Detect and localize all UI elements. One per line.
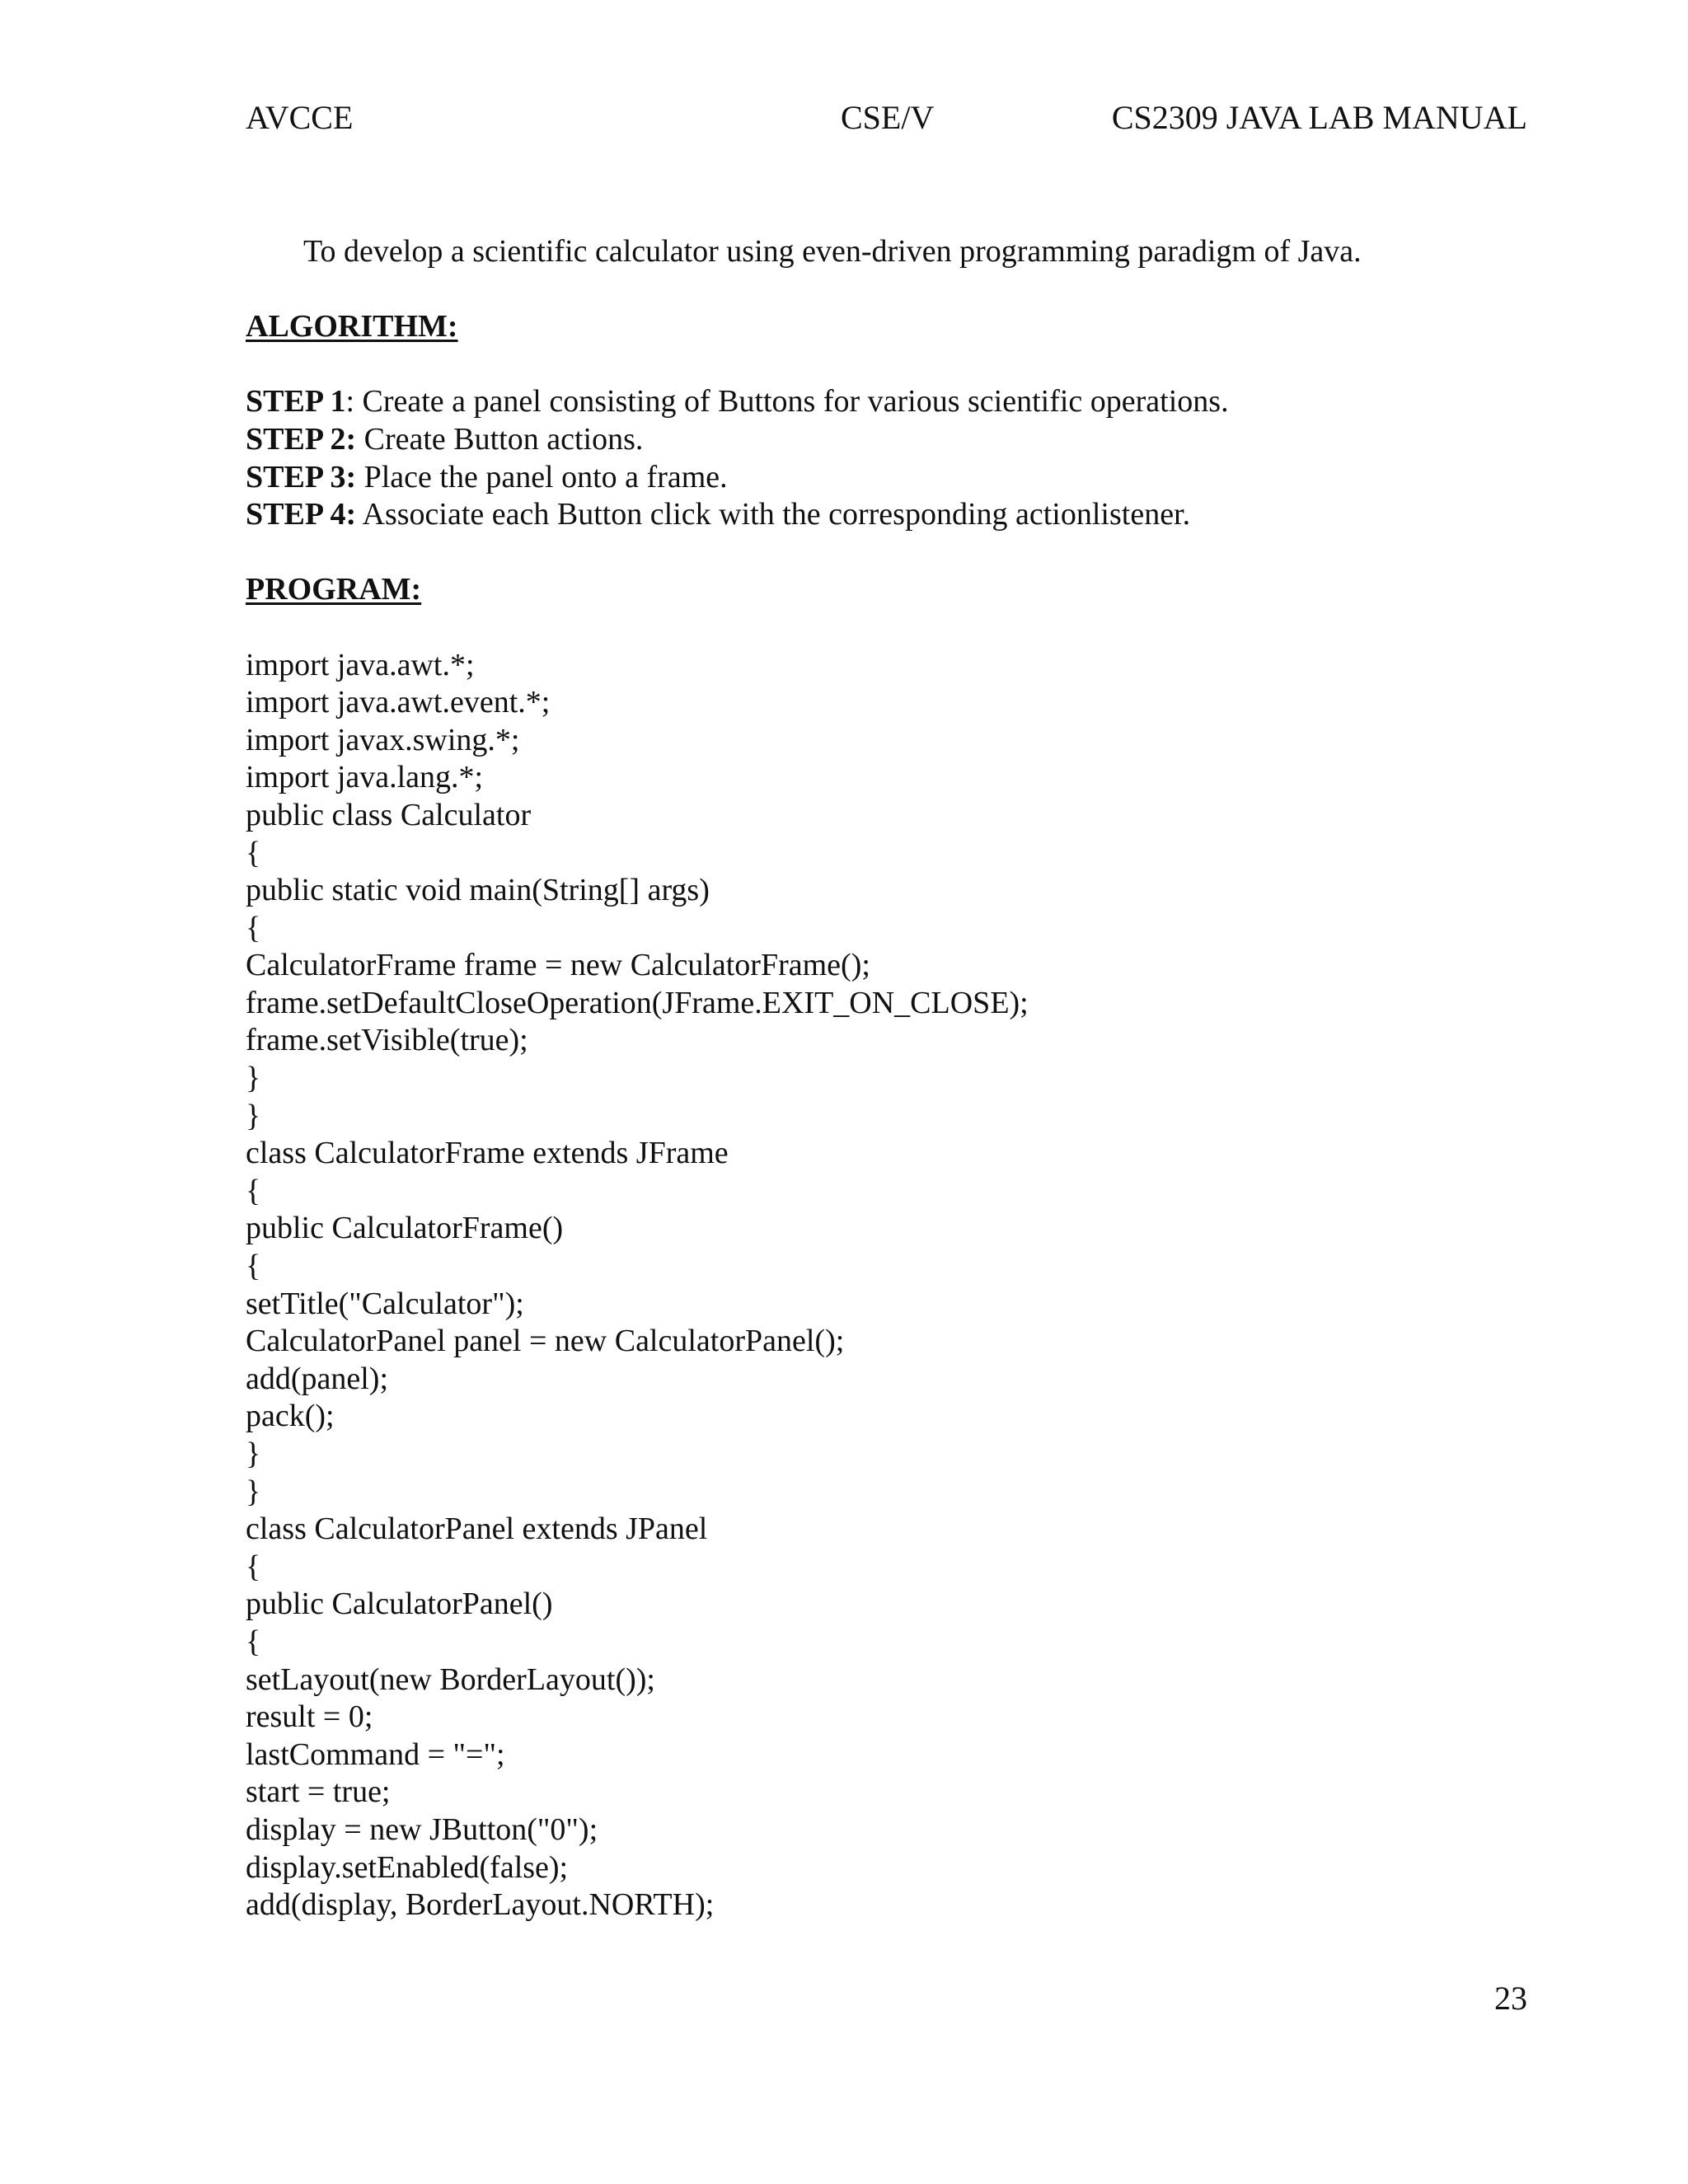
page-content: [246, 233, 1531, 1924]
program-heading: PROGRAM:: [246, 572, 422, 607]
code-line: {: [246, 1549, 261, 1584]
aim-text: To develop a scientific calculator using even-driven programming paradigm of Java.: [303, 234, 1362, 269]
code-line: public static void main(String[] args): [246, 873, 710, 908]
page-header: [0, 97, 1688, 138]
code-line: display.setEnabled(false);: [246, 1849, 569, 1885]
algorithm-steps: [246, 383, 1531, 533]
code-line: {: [246, 910, 261, 945]
code-line: {: [246, 1249, 261, 1284]
code-line: frame.setDefaultCloseOperation(JFrame.EXIT_ON_CLOSE);: [246, 985, 1029, 1020]
code-line: frame.setVisible(true);: [246, 1023, 528, 1058]
step-text: Place the panel onto a frame.: [356, 459, 728, 494]
algorithm-heading: ALGORITHM:: [246, 309, 458, 344]
step-label: STEP 4:: [246, 497, 357, 532]
step-text: Create Button actions.: [356, 421, 644, 457]
code-line: display = new JButton("0");: [246, 1811, 598, 1847]
code-line: }: [246, 1436, 261, 1471]
code-line: {: [246, 1173, 261, 1208]
code-line: import java.lang.*;: [246, 760, 484, 795]
code-line: add(panel);: [246, 1361, 389, 1396]
code-line: add(display, BorderLayout.NORTH);: [246, 1887, 715, 1923]
code-line: setTitle("Calculator");: [246, 1286, 524, 1321]
header-department: CSE/V: [841, 99, 935, 136]
code-line: import javax.swing.*;: [246, 722, 520, 757]
code-line: import java.awt.event.*;: [246, 685, 551, 720]
code-line: {: [246, 835, 261, 870]
code-line: class CalculatorFrame extends JFrame: [246, 1136, 729, 1171]
algorithm-step: [246, 496, 1531, 534]
algorithm-step: [246, 383, 1531, 421]
code-line: }: [246, 1061, 261, 1096]
header-institution: AVCCE: [246, 99, 354, 136]
algorithm-step: [246, 421, 1531, 459]
spacer: [246, 534, 1531, 572]
spacer: [246, 271, 1531, 309]
step-label: STEP 2:: [246, 421, 357, 457]
header-manual-title: CS2309 JAVA LAB MANUAL: [1111, 99, 1527, 136]
code-line: }: [246, 1098, 261, 1133]
algorithm-step: [246, 459, 1531, 497]
code-line: {: [246, 1624, 261, 1659]
code-line: setLayout(new BorderLayout());: [246, 1661, 655, 1697]
step-text: Associate each Button click with the corresponding actionlistener.: [356, 497, 1191, 532]
step-text: : Create a panel consisting of Buttons for various scientific operations.: [345, 384, 1229, 419]
step-label: STEP 1: [246, 384, 346, 419]
code-line: public class Calculator: [246, 797, 532, 832]
code-line: pack();: [246, 1399, 335, 1434]
code-line: class CalculatorPanel extends JPanel: [246, 1511, 708, 1547]
code-line: start = true;: [246, 1774, 391, 1810]
code-line: public CalculatorFrame(): [246, 1211, 564, 1246]
code-line: }: [246, 1474, 261, 1509]
spacer: [246, 609, 1531, 647]
code-line: CalculatorFrame frame = new CalculatorFrame();: [246, 948, 870, 983]
program-code: [246, 647, 1531, 1924]
code-line: import java.awt.*;: [246, 647, 475, 682]
step-label: STEP 3:: [246, 459, 357, 494]
code-line: CalculatorPanel panel = new CalculatorPanel();: [246, 1324, 845, 1359]
spacer: [246, 346, 1531, 384]
code-line: result = 0;: [246, 1699, 373, 1735]
code-line: public CalculatorPanel(): [246, 1586, 553, 1622]
page-number: 23: [1494, 1980, 1527, 2017]
code-line: lastCommand = "=";: [246, 1736, 505, 1772]
